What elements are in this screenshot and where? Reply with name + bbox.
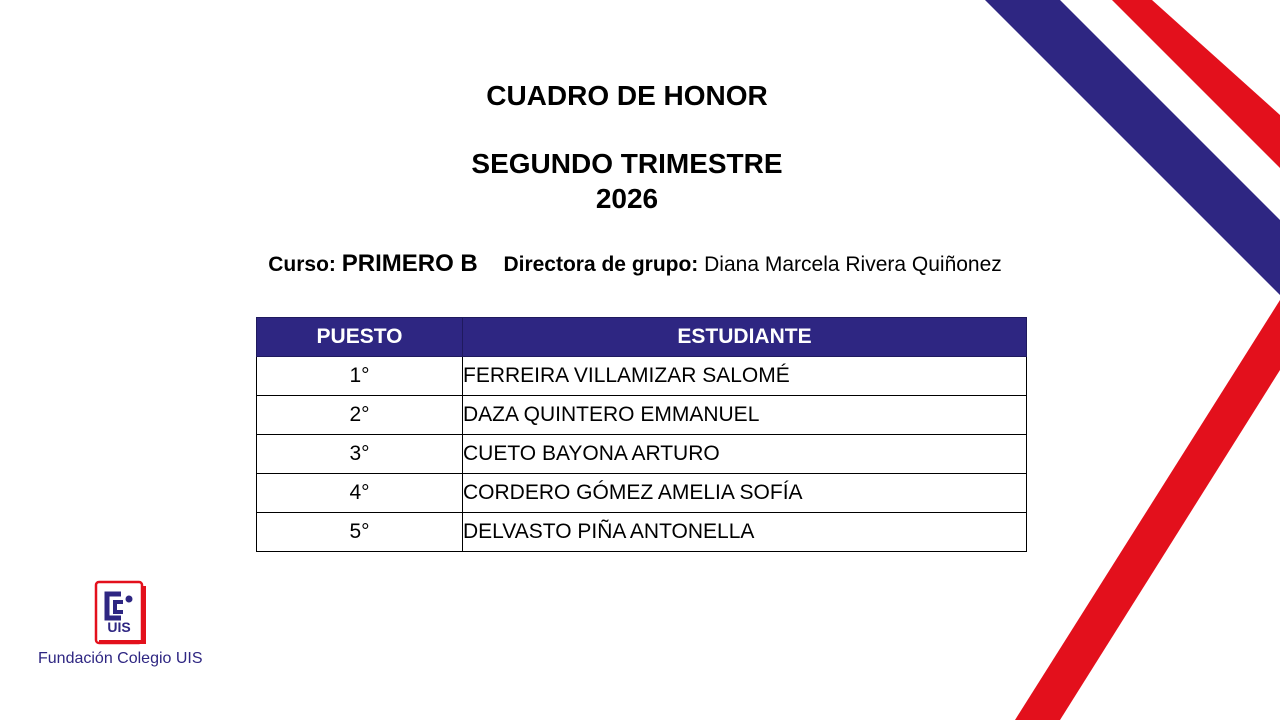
course-info (0, 250, 1270, 278)
director-value: Diana Marcela Rivera Quiñonez (704, 253, 1002, 276)
student-cell: DELVASTO PIÑA ANTONELLA (463, 513, 1027, 552)
student-cell: DAZA QUINTERO EMMANUEL (463, 396, 1027, 435)
honor-table (256, 317, 1027, 552)
table-row (257, 474, 1027, 513)
course-value: PRIMERO B (341, 250, 478, 277)
student-cell: FERREIRA VILLAMIZAR SALOMÉ (463, 357, 1027, 396)
logo-caption: Fundación Colegio UIS (38, 650, 203, 667)
rank-cell: 2° (257, 396, 463, 435)
page-title: CUADRO DE HONOR (486, 80, 768, 111)
rank-cell: 1° (257, 357, 463, 396)
header-student: ESTUDIANTE (463, 318, 1027, 357)
table-row (257, 396, 1027, 435)
rank-cell: 5° (257, 513, 463, 552)
rank-cell: 3° (257, 435, 463, 474)
rank-cell: 4° (257, 474, 463, 513)
header-rank: PUESTO (257, 318, 463, 357)
table-row (257, 435, 1027, 474)
table-row (257, 357, 1027, 396)
year-title: 2026 (595, 183, 659, 214)
period-title: SEGUNDO TRIMESTRE (471, 148, 783, 179)
director-label: Directora de grupo: (503, 253, 699, 276)
table-header-row (257, 318, 1027, 357)
table-row (257, 513, 1027, 552)
course-label: Curso: (268, 253, 336, 276)
student-cell: CUETO BAYONA ARTURO (463, 435, 1027, 474)
crest-letters: UIS (107, 619, 131, 635)
school-crest-icon (93, 580, 148, 646)
red-stripe-bottom (1015, 300, 1280, 720)
student-cell: CORDERO GÓMEZ AMELIA SOFÍA (463, 474, 1027, 513)
